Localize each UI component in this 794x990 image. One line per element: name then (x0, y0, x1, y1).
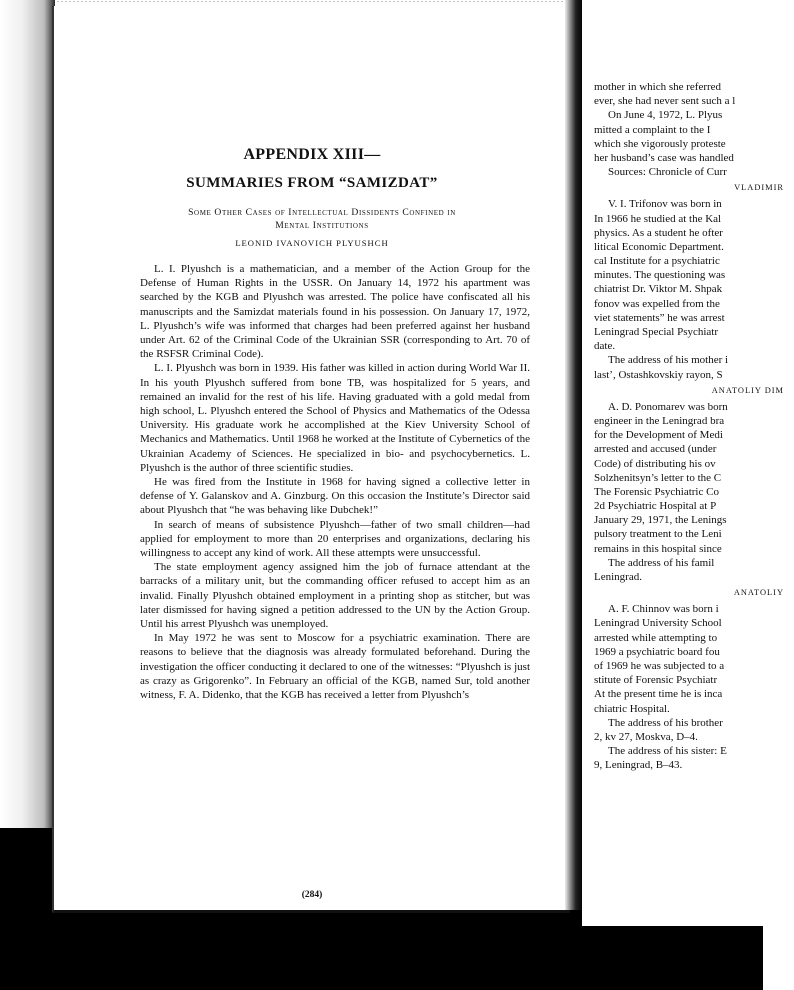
paragraph: L. I. Plyushch was born in 1939. His father was killed in action during World War II. In his youth Plyushch suffered from bone TB, was hospitalized for 5 years, and remained an invalid for the rest of his life. Having graduated with a gold medal from high school, L. Plyushch entered the School of Physics and Mathematics of the Odessa University. His graduate work he accomplished at the Kiev University School of Mechanics and Mathematics. Until 1968 he worked at the Institute of Cybernetics of the Ukrainian Academy of Sciences. He specialized in bio- and psychocybernetics. L. Plyushch is the author of three scientific studies. (140, 362, 530, 474)
right-text-line: of 1969 he was subjected to a (594, 659, 725, 672)
book-gutter (565, 0, 583, 910)
person-name: LEONID IVANOVICH PLYUSHCH (235, 238, 389, 248)
right-text-line: 1969 a psychiatric board fou (594, 645, 720, 658)
right-text-line: 9, Leningrad, B–43. (594, 759, 683, 772)
right-text-line: remains in this hospital since (594, 542, 722, 555)
right-text-line: stitute of Forensic Psychiatr (594, 674, 718, 687)
right-text-line: Leningrad University School (594, 617, 722, 630)
paragraph: He was fired from the Institute in 1968 for having signed a collective letter in defense of Y. Galanskov and A. Ginzburg. On this occasion the Institute’s Director said about Plyushch that “he was behaving like Dubchek!” (140, 476, 530, 517)
appendix-subtitle: SUMMARIES FROM “SAMIZDAT” (186, 175, 438, 191)
right-text-line: arrested and accused (under (594, 443, 717, 456)
right-text-line: for the Development of Medi (594, 429, 723, 442)
right-text-line: Sources: Chronicle of Curr (608, 166, 727, 179)
right-text-line: The address of his sister: E (608, 745, 727, 758)
right-text-line: The Forensic Psychiatric Co (594, 485, 719, 498)
right-text-line: On June 4, 1972, L. Plyus (608, 109, 723, 122)
right-text-line: cal Institute for a psychiatric (594, 255, 720, 268)
right-text-line: The address of his brother (608, 716, 723, 729)
section-heading-line: Some Other Cases of Intellectual Dissidents Confined in (188, 207, 456, 218)
right-page (582, 0, 784, 926)
right-text-line: V. I. Trifonov was born in (608, 198, 722, 211)
right-text-line: Leningrad. (594, 571, 642, 583)
right-text-line: Solzhenitsyn’s letter to the C (594, 471, 722, 484)
right-text-line: her husband’s case was handled (594, 151, 734, 164)
right-page-text (594, 80, 794, 772)
right-text-line: mitted a complaint to the I (594, 123, 711, 136)
right-text-line: date. (594, 340, 616, 353)
right-text-line: fonov was expelled from the (594, 297, 720, 310)
right-text-line: 2d Psychiatric Hospital at P (594, 500, 717, 513)
right-text-line: litical Economic Department. (594, 240, 724, 253)
appendix-title: APPENDIX XIII— (243, 146, 381, 163)
left-page (52, 6, 570, 913)
right-text-line: which she vigorously proteste (594, 137, 726, 150)
right-text-line: chiatric Hospital. (594, 702, 670, 715)
body-text (140, 262, 530, 702)
right-text-line: At the present time he is inca (594, 688, 723, 701)
right-text-line: last’, Ostashkovskiy rayon, S (594, 368, 723, 381)
right-text-line: January 29, 1971, the Lenings (594, 514, 727, 527)
section-heading (134, 206, 510, 232)
right-section-heading: ANATOLIY DIM (711, 385, 784, 395)
right-text-line: minutes. The questioning was (594, 269, 726, 282)
right-text-line: pulsory treatment to the Leni (594, 528, 722, 541)
book-left-edge (0, 0, 55, 900)
right-text-line: arrested while attempting to (594, 631, 718, 644)
paragraph: The state employment agency assigned him the job of furnace attendant at the barracks of a military unit, but the commanding officer refused to accept him as an invalid. Finally Plyushch obtained employment in a printing shop as stitcher, but was later dismissed for having signed a petition addressed to the UN by the Action Group. Until his arrest Plyushch was unemployed. (140, 561, 530, 631)
right-text-line: chiatrist Dr. Viktor M. Shpak (594, 283, 723, 296)
right-text-line: 2, kv 27, Moskva, D–4. (594, 730, 698, 743)
section-heading-line: Mental Institutions (275, 220, 369, 231)
right-text-line: In 1966 he studied at the Kal (594, 212, 722, 225)
right-text-line: Code) of distributing his ov (594, 457, 716, 470)
right-text-line: engineer in the Leningrad bra (594, 414, 725, 427)
paragraph: In May 1972 he was sent to Moscow for a psychiatric examination. There are reasons to believe that the diagnosis was already formulated beforehand. During the investigation the officer conducting it declared to one of the witnesses: “Plyushch is just as crazy as Grigorenko”. In February an official of the KGB, named Sur, told another witness, F. A. Didenko, that the KGB has received a letter from Plyushch’s (140, 632, 530, 702)
right-text-line: ever, she had never sent such a l (594, 95, 736, 108)
right-section-heading: VLADIMIR (734, 183, 784, 193)
right-text-line: The address of his mother i (608, 354, 729, 367)
right-text-line: viet statements” he was arrest (594, 311, 725, 324)
paragraph: In search of means of subsistence Plyushch—father of two small children—had applied for employment to more than 20 enterprises and organizations, declaring his willingness to accept any kind of work. All these attempts were unsuccessful. (140, 518, 530, 560)
right-text-line: physics. As a student he ofter (594, 226, 723, 239)
right-text-line: A. D. Ponomarev was born (608, 400, 728, 413)
page-number: (284) (301, 890, 323, 900)
right-text-line: A. F. Chinnov was born i (608, 603, 719, 616)
right-text-line: mother in which she referred (594, 81, 722, 93)
right-section-heading: ANATOLIY (733, 588, 784, 598)
right-text-line: The address of his famil (608, 556, 715, 569)
right-text-line: Leningrad Special Psychiatr (594, 326, 719, 338)
paragraph: L. I. Plyushch is a mathematician, and a member of the Action Group for the Defense of Human Rights in the USSR. On January 14, 1972 his apartment was searched by the KGB and Plyushch was arrested. The police have confiscated all his manuscripts and the Samizdat materials found in his possession. On January 17, 1972, L. Plyushch’s wife was informed that charges had been preferred against her husband under Art. 62 of the Criminal Code of the Ukrainian SSR (corresponding to Art. 70 of the RSFSR Criminal Code). (140, 263, 530, 361)
